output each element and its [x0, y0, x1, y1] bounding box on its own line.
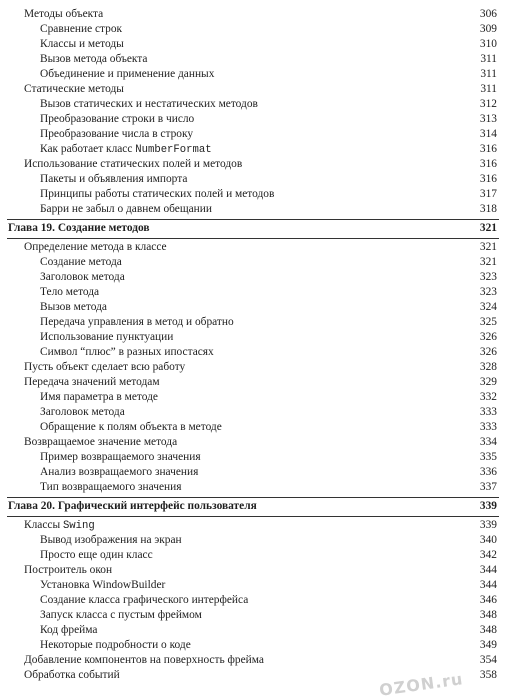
toc-subsection [0, 187, 506, 202]
toc-page-number: 321 [479, 256, 497, 268]
toc-entry-title [40, 330, 173, 345]
toc-entry-text: Преобразование числа в строку [40, 128, 194, 140]
toc-entry-text: Передача значений методам [24, 376, 160, 388]
toc-entry-title [24, 360, 185, 375]
toc-page-number: 339 [479, 519, 497, 531]
toc-subsection [0, 390, 506, 405]
toc-entry-text: Создание класса графического интерфейса [40, 594, 249, 606]
toc-page-number: 333 [479, 421, 497, 433]
toc-entry-title [40, 593, 248, 608]
toc-entry-text: Статические методы [24, 83, 124, 95]
toc-entry-text: Тело метода [40, 286, 100, 298]
toc-entry-title [40, 202, 212, 217]
toc-entry-text: Как работает класс [40, 143, 136, 155]
toc-page-number: 325 [479, 316, 497, 328]
toc-entry-title [24, 563, 112, 578]
toc-subsection [0, 548, 506, 563]
toc-entry-text: Глава 20. Графический интерфейс пользователя [8, 500, 257, 512]
toc-page-number: 342 [479, 549, 497, 561]
chapter-divider [7, 516, 499, 517]
toc-subsection [0, 127, 506, 142]
toc-entry-text: Принципы работы статических полей и методов [40, 188, 275, 200]
toc-page-number: 317 [479, 188, 497, 200]
toc-entry-title [40, 638, 191, 653]
toc-page-number: 348 [479, 609, 497, 621]
toc-entry-title [40, 285, 99, 300]
toc-entry-text: Код фрейма [40, 624, 98, 636]
toc-subsection [0, 142, 506, 157]
toc-entry-text: Имя параметра в методе [40, 391, 158, 403]
toc-entry-text: Использование статических полей и методов [24, 158, 243, 170]
toc-entry-text: Заголовок метода [40, 271, 125, 283]
toc-subsection [0, 638, 506, 653]
toc-subsection [0, 345, 506, 360]
toc-entry-title [40, 345, 214, 360]
toc-entry-text: Вызов метода [40, 301, 107, 313]
toc-entry-text: Пакеты и объявления импорта [40, 173, 188, 185]
toc-subsection [0, 593, 506, 608]
toc-entry-text: Заголовок метода [40, 406, 125, 418]
toc-entry-text: Преобразование строки в число [40, 113, 195, 125]
toc-subsection [0, 202, 506, 217]
toc-entry-title [40, 97, 258, 112]
toc-entry-title [40, 390, 158, 405]
toc-entry-text: Анализ возвращаемого значения [40, 466, 199, 478]
toc-subsection [0, 533, 506, 548]
toc-entry-title [40, 255, 122, 270]
toc-page-number: 335 [479, 451, 497, 463]
toc-entry-title [40, 127, 193, 142]
toc-page-number: 326 [479, 346, 497, 358]
toc-section [0, 518, 506, 533]
toc-entry-title [8, 499, 257, 514]
toc-entry-code: NumberFormat [135, 144, 212, 156]
toc-page-number: 321 [479, 241, 497, 253]
toc-entry-text: Методы объекта [24, 8, 104, 20]
toc-entry-title [40, 420, 222, 435]
toc-entry-title [24, 435, 177, 450]
toc-subsection [0, 623, 506, 638]
toc-subsection [0, 172, 506, 187]
toc-entry-title [40, 608, 202, 623]
chapter-divider [7, 219, 499, 220]
toc-entry-title [40, 270, 125, 285]
toc-entry-code: Swing [62, 520, 95, 532]
toc-entry-title [24, 157, 242, 172]
toc-entry-title [40, 405, 125, 420]
toc-subsection [0, 405, 506, 420]
toc-entry-title [40, 533, 182, 548]
toc-entry-title [40, 37, 124, 52]
toc-page-number: 358 [479, 669, 497, 681]
toc-entry-title [40, 112, 194, 127]
toc-entry-title [40, 172, 187, 187]
toc-page-number: 310 [479, 38, 497, 50]
toc-page-number: 314 [479, 128, 497, 140]
toc-entry-title [40, 67, 214, 82]
toc-entry-title [40, 465, 198, 480]
toc-section [0, 360, 506, 375]
toc-entry-text: Установка WindowBuilder [40, 579, 166, 591]
toc-page-number: 309 [479, 23, 497, 35]
toc-entry-text: Тип возвращаемого значения [40, 481, 182, 493]
toc-chapter [0, 221, 506, 236]
toc-entry-title [40, 52, 147, 67]
toc-page-number: 326 [479, 331, 497, 343]
toc-entry-text: Вызов статических и нестатических методов [40, 98, 258, 110]
toc-subsection [0, 67, 506, 82]
toc-page-number: 344 [479, 579, 497, 591]
toc-entry-title [40, 300, 107, 315]
toc-page-number: 312 [479, 98, 497, 110]
toc-section [0, 240, 506, 255]
toc-entry-text: Символ “плюс” в разных ипостасях [40, 346, 214, 358]
toc-section [0, 435, 506, 450]
toc-entry-title [40, 142, 212, 158]
toc-entry-title [40, 315, 234, 330]
toc-subsection [0, 112, 506, 127]
toc-subsection [0, 608, 506, 623]
toc-entry-text: Сравнение строк [40, 23, 123, 35]
toc-entry-text: Объединение и применение данных [40, 68, 215, 80]
toc-entry-text: Использование пунктуации [40, 331, 174, 343]
toc-entry-title [40, 548, 153, 563]
toc-page-number: 340 [479, 534, 497, 546]
toc-page-number: 346 [479, 594, 497, 606]
toc-entry-text: Запуск класса с пустым фреймом [40, 609, 202, 621]
toc-subsection [0, 255, 506, 270]
toc-page-number: 336 [479, 466, 497, 478]
toc-page-number: 323 [479, 286, 497, 298]
toc-section [0, 375, 506, 390]
toc-entry-title [24, 240, 167, 255]
toc-entry-text: Классы [24, 519, 63, 531]
toc-subsection [0, 330, 506, 345]
toc-entry-text: Барри не забыл о давнем обещании [40, 203, 212, 215]
toc-page-number: 349 [479, 639, 497, 651]
ozon-watermark: OZON.ru [378, 669, 465, 700]
toc-subsection [0, 270, 506, 285]
toc-chapter [0, 499, 506, 514]
toc-entry-title [40, 450, 201, 465]
toc-page-number: 328 [479, 361, 497, 373]
toc-page-number: 311 [480, 83, 497, 95]
toc-entry-text: Создание метода [40, 256, 122, 268]
toc-entry-title [24, 375, 160, 390]
toc-section [0, 82, 506, 97]
toc-subsection [0, 578, 506, 593]
toc-subsection [0, 480, 506, 495]
toc-entry-title [40, 578, 165, 593]
toc-entry-title [40, 480, 181, 495]
toc-subsection [0, 465, 506, 480]
toc-entry-text: Пусть объект сделает всю работу [24, 361, 186, 373]
toc-page-number: 316 [479, 143, 497, 155]
toc-subsection [0, 315, 506, 330]
toc-page-number: 348 [479, 624, 497, 636]
toc-subsection [0, 97, 506, 112]
toc-entry-text: Определение метода в классе [24, 241, 167, 253]
toc-page-number: 321 [479, 222, 497, 234]
toc-entry-text: Вывод изображения на экран [40, 534, 182, 546]
toc-subsection [0, 22, 506, 37]
toc-entry-text: Добавление компонентов на поверхность фрейма [24, 654, 264, 666]
toc-subsection [0, 52, 506, 67]
toc-section [0, 157, 506, 172]
toc-subsection [0, 37, 506, 52]
toc-page-number: 334 [479, 436, 497, 448]
toc-page-number: 344 [479, 564, 497, 576]
toc-entry-title [40, 22, 122, 37]
toc-page-number: 332 [479, 391, 497, 403]
toc-page-number: 306 [479, 8, 497, 20]
toc-entry-text: Построитель окон [24, 564, 113, 576]
toc-section [0, 563, 506, 578]
toc-section [0, 7, 506, 22]
chapter-divider [7, 238, 499, 239]
toc-entry-title [24, 518, 95, 534]
toc-entry-title [24, 668, 120, 683]
toc-entry-text: Просто еще один класс [40, 549, 153, 561]
toc-page-number: 329 [479, 376, 497, 388]
toc-entry-text: Передача управления в метод и обратно [40, 316, 234, 328]
toc-entry-text: Обработка событий [24, 669, 120, 681]
toc-page-number: 339 [479, 500, 497, 512]
toc-entry-title [24, 7, 103, 22]
toc-page-number: 333 [479, 406, 497, 418]
toc-subsection [0, 450, 506, 465]
toc-subsection [0, 300, 506, 315]
toc-section [0, 653, 506, 668]
toc-entry-title [24, 653, 264, 668]
toc-subsection [0, 420, 506, 435]
toc-page-number: 324 [479, 301, 497, 313]
toc-page-number: 311 [480, 68, 497, 80]
toc-entry-title [40, 623, 97, 638]
toc-entry-title [40, 187, 274, 202]
toc-page-number: 316 [479, 158, 497, 170]
toc-page-number: 354 [479, 654, 497, 666]
toc-page-number: 316 [479, 173, 497, 185]
chapter-divider [7, 497, 499, 498]
toc-entry-title [8, 221, 150, 236]
toc-page-number: 313 [479, 113, 497, 125]
toc-entry-text: Классы и методы [40, 38, 124, 50]
toc-entry-text: Глава 19. Создание методов [8, 222, 150, 234]
toc-entry-text: Вызов метода объекта [40, 53, 148, 65]
toc-subsection [0, 285, 506, 300]
toc-entry-text: Обращение к полям объекта в методе [40, 421, 222, 433]
toc-entry-text: Возвращаемое значение метода [24, 436, 178, 448]
toc-entry-title [24, 82, 124, 97]
toc-page-number: 311 [480, 53, 497, 65]
toc-entry-text: Пример возвращаемого значения [40, 451, 201, 463]
toc-page-number: 318 [479, 203, 497, 215]
toc-page-number: 337 [479, 481, 497, 493]
toc-entry-text: Некоторые подробности о коде [40, 639, 191, 651]
toc-page-number: 323 [479, 271, 497, 283]
